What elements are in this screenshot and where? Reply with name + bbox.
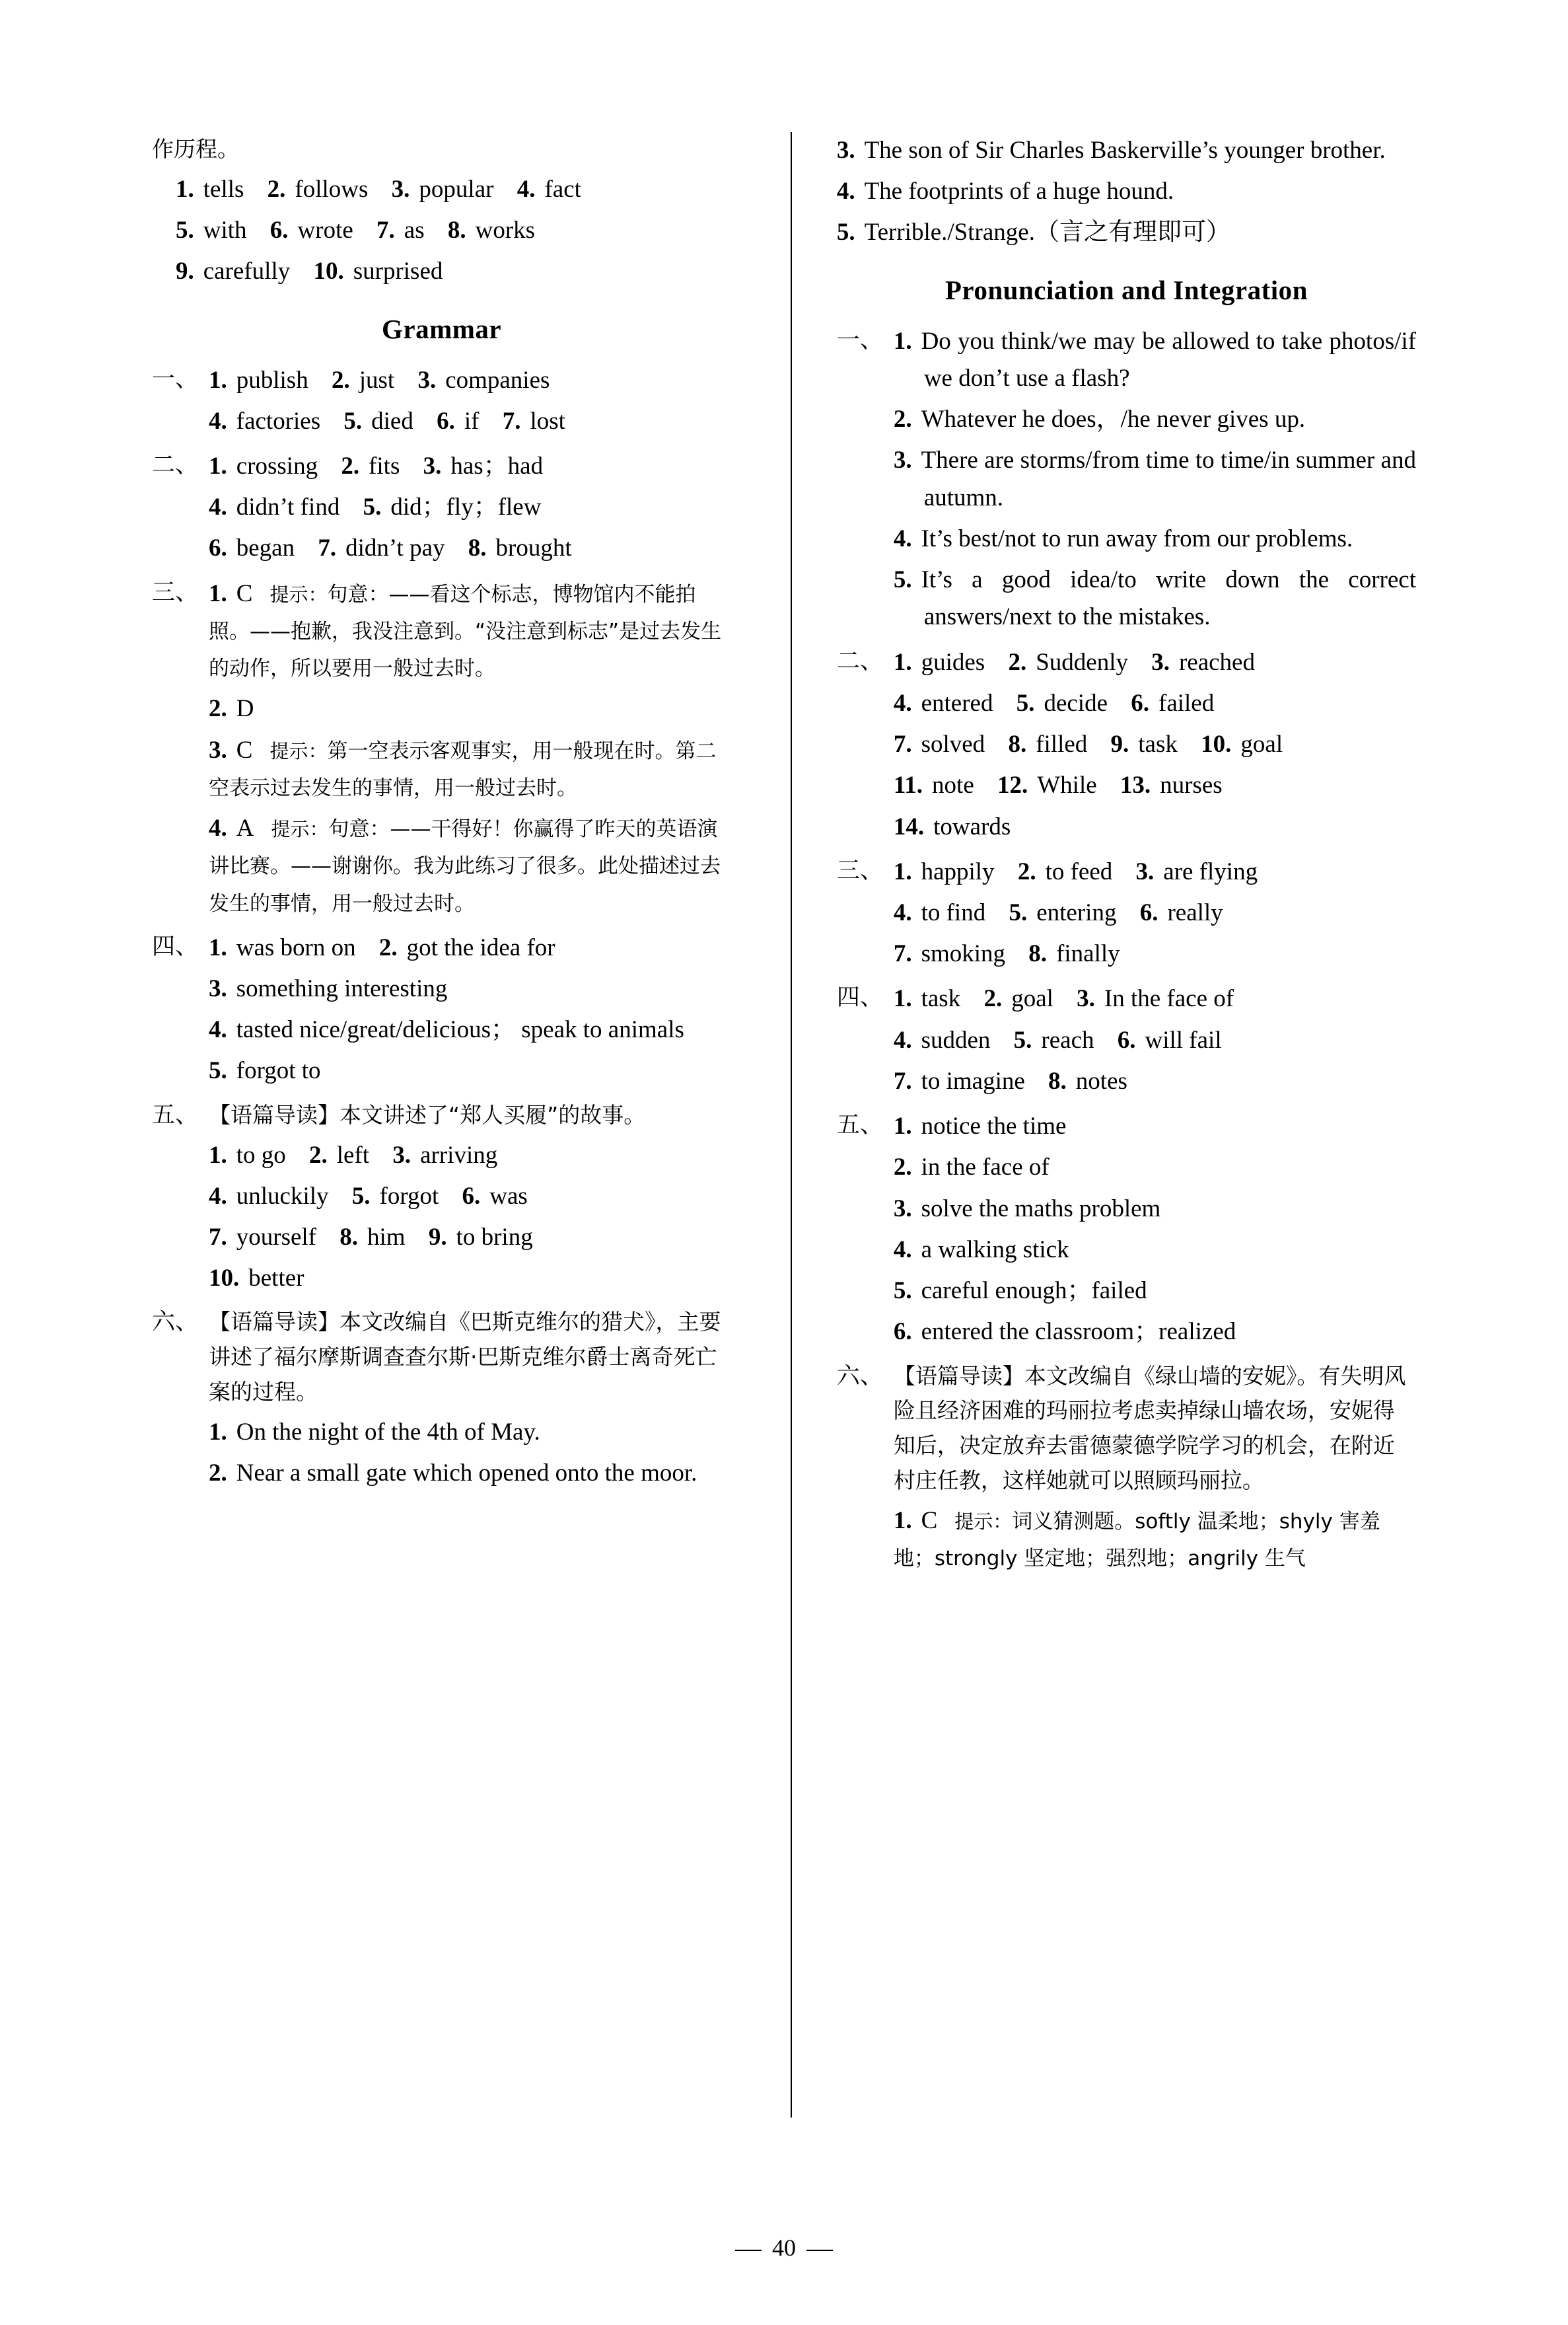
answer-line [209, 1012, 731, 1049]
reading-guide-badge: 【语篇导读】 [209, 1309, 339, 1335]
item-text: Near a small gate which opened onto the moor. [236, 1459, 697, 1487]
item-text: in the face of [921, 1154, 1050, 1181]
item-number: 7. [893, 731, 912, 758]
answer-line [894, 323, 1416, 397]
answer-line [837, 132, 1416, 169]
item-text: lost [530, 407, 565, 435]
block-marker: 五、 [836, 1112, 883, 1139]
reading-guide-text: 本文讲述了“郑人买履”的故事。 [339, 1101, 646, 1128]
item-number: 1. [893, 1113, 912, 1140]
exercise-block-4 [152, 930, 731, 1094]
item-number: 4. [209, 494, 227, 521]
answer-line [894, 895, 1416, 932]
item-text: works [475, 217, 536, 244]
item-text: goal [1240, 731, 1283, 758]
item-number: 5. [1009, 899, 1028, 926]
item-text: a walking stick [921, 1236, 1069, 1263]
item-text: if [464, 407, 480, 435]
item-text: did；fly；flew [390, 494, 542, 521]
answer-line [894, 1108, 1416, 1145]
block-marker: 四、 [152, 933, 199, 960]
item-number: 14. [893, 813, 925, 840]
item-number: 5. [351, 1182, 371, 1210]
top-fragment: 作历程。 [152, 136, 239, 162]
block-marker: 六、 [152, 1309, 199, 1336]
tip-text: 第一空表示客观事实，用一般现在时。第二空表示过去发生的事情，用一般过去时。 [209, 739, 717, 800]
pron-block-6 [837, 1359, 1416, 1581]
answer-line [894, 854, 1416, 891]
item-text: has；had [450, 452, 544, 480]
block-marker: 三、 [836, 857, 883, 884]
item-number: 4. [209, 1016, 227, 1044]
item-text: left [336, 1141, 370, 1169]
item-number: 7. [209, 1223, 227, 1251]
item-number: 7. [376, 217, 395, 244]
item-text: notes [1075, 1067, 1127, 1095]
item-text: popular [419, 175, 494, 203]
answer-line [894, 1273, 1416, 1310]
item-number: 2. [341, 452, 360, 480]
item-number: 8. [447, 217, 466, 244]
answer-line [894, 401, 1416, 438]
item-text: factories [236, 407, 321, 435]
item-text: died [371, 407, 413, 435]
item-text: yourself [236, 1223, 316, 1251]
item-text: The son of Sir Charles Baskerville’s younger brother. [864, 137, 1386, 164]
tip-text: 句意：——看这个标志，博物馆内不能拍照。——抱歉，我没注意到。“没注意到标志”是过去发生的动作，所以要用一般过去时。 [209, 582, 722, 681]
item-number: 3. [836, 137, 855, 164]
item-number: 9. [428, 1223, 447, 1251]
answer-line [894, 936, 1416, 973]
answer-line [894, 521, 1416, 558]
answer-line [894, 1232, 1416, 1269]
answer-line [209, 489, 731, 526]
item-text: Suddenly [1036, 648, 1128, 676]
item-text: to go [236, 1141, 286, 1169]
tip-label: 提示： [954, 1510, 1013, 1533]
item-text: was [489, 1182, 528, 1210]
item-text: D [236, 695, 254, 723]
reading-guide [209, 1305, 731, 1409]
item-number: 3. [893, 1195, 912, 1222]
item-number: 5. [363, 494, 382, 521]
reading-guide-text: 本文改编自《巴斯克维尔的猎犬》，主要讲述了福尔摩斯调查查尔斯·巴斯克维尔爵士离奇死亡案的过程。 [209, 1309, 721, 1405]
reading-guide-badge: 【语篇导读】 [209, 1101, 339, 1128]
exercise-block-6 [152, 1305, 731, 1496]
left-column [152, 132, 758, 1500]
reading-guide [894, 1359, 1416, 1498]
item-number: 1. [893, 858, 912, 885]
item-text: carefully [203, 258, 291, 285]
item-text: solved [921, 731, 985, 758]
item-number: 1. [893, 327, 912, 355]
answer-line [894, 980, 1416, 1017]
block-marker: 二、 [836, 647, 883, 675]
item-text: wrote [297, 217, 353, 244]
exercise-block-1 [152, 362, 731, 444]
item-number: 4. [209, 407, 227, 435]
answer-line [209, 1052, 731, 1089]
answer-line [894, 767, 1416, 804]
item-number: 1. [893, 985, 912, 1013]
item-text: fact [544, 175, 581, 203]
item-number: 2. [331, 366, 350, 394]
item-number: 1. [176, 175, 194, 203]
item-text: publish [236, 366, 308, 394]
item-number: 1. [209, 452, 227, 480]
item-number: 3. [209, 736, 227, 764]
item-text: something interesting [236, 975, 448, 1003]
block-marker: 六、 [836, 1362, 883, 1389]
item-number: 1. [209, 1141, 227, 1169]
page-footer [0, 2234, 1568, 2262]
item-text: notice the time [921, 1113, 1067, 1140]
answer-line [894, 726, 1416, 763]
answer-line [209, 971, 731, 1008]
answer-line [209, 448, 731, 485]
reading-guide-badge: 【语篇导读】 [893, 1362, 1024, 1389]
item-number: 5. [343, 407, 363, 435]
block-marker: 一、 [152, 365, 199, 392]
item-number: 8. [468, 535, 487, 562]
answer-line [894, 809, 1416, 846]
item-text: as [404, 217, 425, 244]
item-number: 10. [1201, 731, 1232, 758]
item-text: with [203, 217, 247, 244]
item-number: 7. [893, 940, 912, 968]
item-number: 10. [209, 1265, 240, 1292]
section-title-grammar: Grammar [382, 313, 502, 344]
item-number: 2. [983, 985, 1003, 1013]
item-number: 3. [209, 975, 227, 1003]
answer-line [894, 1063, 1416, 1100]
answer-line [209, 362, 731, 399]
section-title-pronunciation: Pronunciation and Integration [944, 274, 1308, 305]
answer-line [894, 1022, 1416, 1059]
item-text: It’s best/not to run away from our problems. [921, 525, 1353, 552]
item-number: 4. [836, 178, 855, 205]
item-text: finally [1056, 940, 1120, 968]
item-text: C [236, 736, 253, 764]
answer-line [894, 1313, 1416, 1350]
item-number: 1. [209, 1418, 227, 1446]
answer-line [894, 1191, 1416, 1228]
answer-line [209, 930, 731, 967]
item-number: 7. [502, 407, 521, 435]
item-text: While [1037, 772, 1097, 799]
item-number: 4. [893, 899, 912, 926]
page-number: 40 [772, 2234, 796, 2261]
item-number: 3. [392, 1141, 411, 1169]
reading-guide [209, 1098, 731, 1133]
item-number: 6. [1139, 899, 1158, 926]
tip-text: 词义猜测题。softly 温柔地；shyly 害羞地；strongly 坚定地；强烈地；angrily 生气 [893, 1509, 1380, 1570]
item-number: 1. [893, 1506, 912, 1534]
item-number: 4. [209, 1182, 227, 1210]
answer-line [894, 1149, 1416, 1186]
item-number: 4. [893, 525, 912, 552]
item-number: 10. [313, 258, 344, 285]
item-number: 5. [893, 1277, 912, 1305]
item-number: 6. [437, 407, 455, 435]
item-text: goal [1011, 985, 1053, 1013]
item-text: smoking [921, 940, 1006, 968]
item-text: better [248, 1265, 304, 1292]
answer-line [209, 732, 731, 806]
item-text: C [236, 579, 253, 607]
item-text: to feed [1045, 858, 1113, 885]
item-number: 2. [893, 406, 912, 433]
exercise-block-3 [152, 575, 731, 926]
item-text: In the face of [1104, 985, 1234, 1013]
item-text: entered [921, 689, 993, 717]
item-text: sudden [921, 1026, 991, 1054]
item-number: 3. [893, 447, 912, 474]
item-number: 1. [893, 648, 912, 676]
footer-rule-left [735, 2250, 762, 2251]
item-number: 8. [1048, 1067, 1067, 1095]
answer-line [894, 685, 1416, 722]
item-number: 12. [997, 772, 1028, 799]
item-text: towards [933, 813, 1011, 840]
item-text: just [359, 366, 395, 394]
answer-line [209, 403, 731, 440]
item-number: 8. [1008, 731, 1027, 758]
item-text: On the night of the 4th of May. [236, 1418, 540, 1446]
answer-line [209, 1260, 731, 1297]
item-text: will fail [1145, 1026, 1222, 1054]
item-text: C [921, 1506, 938, 1534]
pron-block-2 [837, 644, 1416, 850]
item-number: 4. [893, 1236, 912, 1263]
tip-label: 提示： [269, 739, 328, 762]
answer-line [152, 253, 731, 290]
item-text: was born on [236, 934, 356, 961]
answer-line [894, 562, 1416, 636]
item-text: to find [921, 899, 986, 926]
item-number: 8. [1028, 940, 1048, 968]
item-number: 1. [209, 579, 227, 607]
item-text: reach [1041, 1026, 1094, 1054]
item-number: 8. [339, 1223, 358, 1251]
item-number: 4. [893, 689, 912, 717]
item-text: The footprints of a huge hound. [864, 178, 1174, 205]
answer-line [837, 214, 1416, 251]
item-number: 4. [893, 1026, 912, 1054]
item-number: 3. [1077, 985, 1095, 1013]
vertical-divider [791, 132, 792, 2118]
answer-line [894, 442, 1416, 516]
item-number: 5. [176, 217, 194, 244]
answer-line [894, 644, 1416, 681]
block-marker: 三、 [152, 579, 199, 606]
item-number: 6. [1131, 689, 1149, 717]
item-number: 3. [417, 366, 437, 394]
item-number: 2. [1017, 858, 1036, 885]
item-text: guides [921, 648, 985, 676]
item-number: 9. [1110, 731, 1129, 758]
item-text: didn’t pay [345, 535, 445, 562]
item-text: decide [1044, 689, 1108, 717]
item-number: 3. [391, 175, 410, 203]
item-text: companies [445, 366, 550, 394]
item-text: crossing [236, 452, 318, 480]
tip-label: 提示： [271, 818, 329, 841]
item-number: 6. [1117, 1026, 1136, 1054]
item-number: 7. [318, 535, 337, 562]
item-number: 11. [893, 772, 923, 799]
item-number: 4. [209, 815, 227, 842]
item-number: 1. [209, 934, 227, 961]
item-text: didn’t find [236, 494, 340, 521]
block-marker: 五、 [152, 1101, 199, 1128]
block-marker: 二、 [152, 451, 199, 478]
item-text: task [1138, 731, 1178, 758]
answer-line [209, 1178, 731, 1215]
item-number: 2. [267, 175, 286, 203]
item-number: 5. [1016, 689, 1035, 717]
item-text: A [236, 815, 254, 842]
item-text: note [932, 772, 974, 799]
item-text: to imagine [921, 1067, 1025, 1095]
item-text: fits [369, 452, 400, 480]
exercise-block-5 [152, 1098, 731, 1302]
right-column [824, 132, 1416, 1584]
answer-line [209, 530, 731, 567]
item-text: forgot to [236, 1057, 321, 1085]
answer-line [209, 1455, 731, 1492]
item-number: 5. [836, 219, 855, 246]
item-text: began [236, 535, 295, 562]
item-number: 5. [1013, 1026, 1032, 1054]
answer-line [152, 171, 731, 208]
item-text: careful enough；failed [921, 1277, 1147, 1305]
item-text: filled [1036, 731, 1088, 758]
item-number: 1. [209, 366, 227, 394]
item-number: 2. [378, 934, 398, 961]
item-text: solve the maths problem [921, 1195, 1161, 1222]
item-number: 7. [893, 1067, 912, 1095]
answer-line [894, 1502, 1416, 1576]
item-text: Do you think/we may be allowed to take photos/if we don’t use a flash? [921, 327, 1416, 392]
item-text: It’s a good idea/to write down the correct answers/next to the mistakes. [921, 566, 1416, 631]
footer-rule-right [806, 2250, 833, 2251]
item-number: 3. [1135, 858, 1155, 885]
answer-line [209, 810, 731, 922]
item-text: unluckily [236, 1182, 329, 1210]
tip-text: 句意：——干得好！你赢得了昨天的英语演讲比赛。——谢谢你。我为此练习了很多。此处描述过去发生的事情，用一般过去时。 [209, 817, 721, 916]
item-number: 2. [209, 695, 227, 723]
item-text: happily [921, 858, 995, 885]
item-text: There are storms/from time to time/in summer and autumn. [921, 447, 1416, 511]
item-number: 9. [176, 258, 194, 285]
item-text: follows [295, 175, 369, 203]
item-text: entering [1036, 899, 1117, 926]
item-number: 2. [209, 1459, 227, 1487]
pron-block-3 [837, 854, 1416, 977]
item-number: 2. [893, 1154, 912, 1181]
item-text: him [367, 1223, 406, 1251]
item-text: got the idea for [406, 934, 555, 961]
item-number: 4. [517, 175, 536, 203]
exercise-block-2 [152, 448, 731, 572]
answer-line [209, 1414, 731, 1451]
item-number: 13. [1120, 772, 1151, 799]
item-text: entered the classroom；realized [921, 1318, 1236, 1346]
item-text: Whatever he does，/he never gives up. [921, 406, 1306, 433]
answer-line [837, 173, 1416, 210]
answer-line [209, 1137, 731, 1174]
item-text: Terrible./Strange.（言之有理即可） [864, 219, 1230, 246]
item-text: failed [1158, 689, 1215, 717]
item-text: arriving [420, 1141, 498, 1169]
item-number: 2. [309, 1141, 328, 1169]
item-number: 2. [1008, 648, 1027, 676]
answer-line [209, 1219, 731, 1256]
item-text: are flying [1163, 858, 1258, 885]
item-text: nurses [1160, 772, 1223, 799]
two-column-layout [152, 132, 1416, 2147]
item-text: task [921, 985, 961, 1013]
item-text: really [1167, 899, 1223, 926]
item-text: reached [1178, 648, 1255, 676]
block-marker: 四、 [836, 984, 883, 1012]
answer-line [152, 212, 731, 249]
item-text: surprised [353, 258, 443, 285]
pron-block-1 [837, 323, 1416, 640]
item-text: tells [203, 175, 244, 203]
pron-block-4 [837, 980, 1416, 1104]
item-number: 6. [462, 1182, 481, 1210]
item-number: 5. [893, 566, 912, 594]
item-text: forgot [379, 1182, 439, 1210]
answer-line [209, 575, 731, 687]
reading-guide-text: 本文改编自《绿山墙的安妮》。有失明风险且经济困难的玛丽拉考虑卖掉绿山墙农场，安妮得知后，决定放弃去雷德蒙德学院学习的机会，在附近村庄任教，这样她就可以照顾玛丽拉。 [893, 1362, 1406, 1493]
item-number: 6. [269, 217, 289, 244]
item-number: 6. [209, 535, 227, 562]
item-number: 5. [209, 1057, 227, 1085]
tip-label: 提示： [269, 583, 328, 606]
item-text: brought [495, 535, 572, 562]
item-number: 3. [423, 452, 442, 480]
item-text: to bring [456, 1223, 533, 1251]
pron-block-5 [837, 1108, 1416, 1354]
item-number: 3. [1151, 648, 1170, 676]
item-text: tasted nice/great/delicious； speak to animals [236, 1016, 684, 1044]
item-number: 6. [893, 1318, 912, 1346]
block-marker: 一、 [836, 326, 883, 353]
answer-line [209, 690, 731, 727]
